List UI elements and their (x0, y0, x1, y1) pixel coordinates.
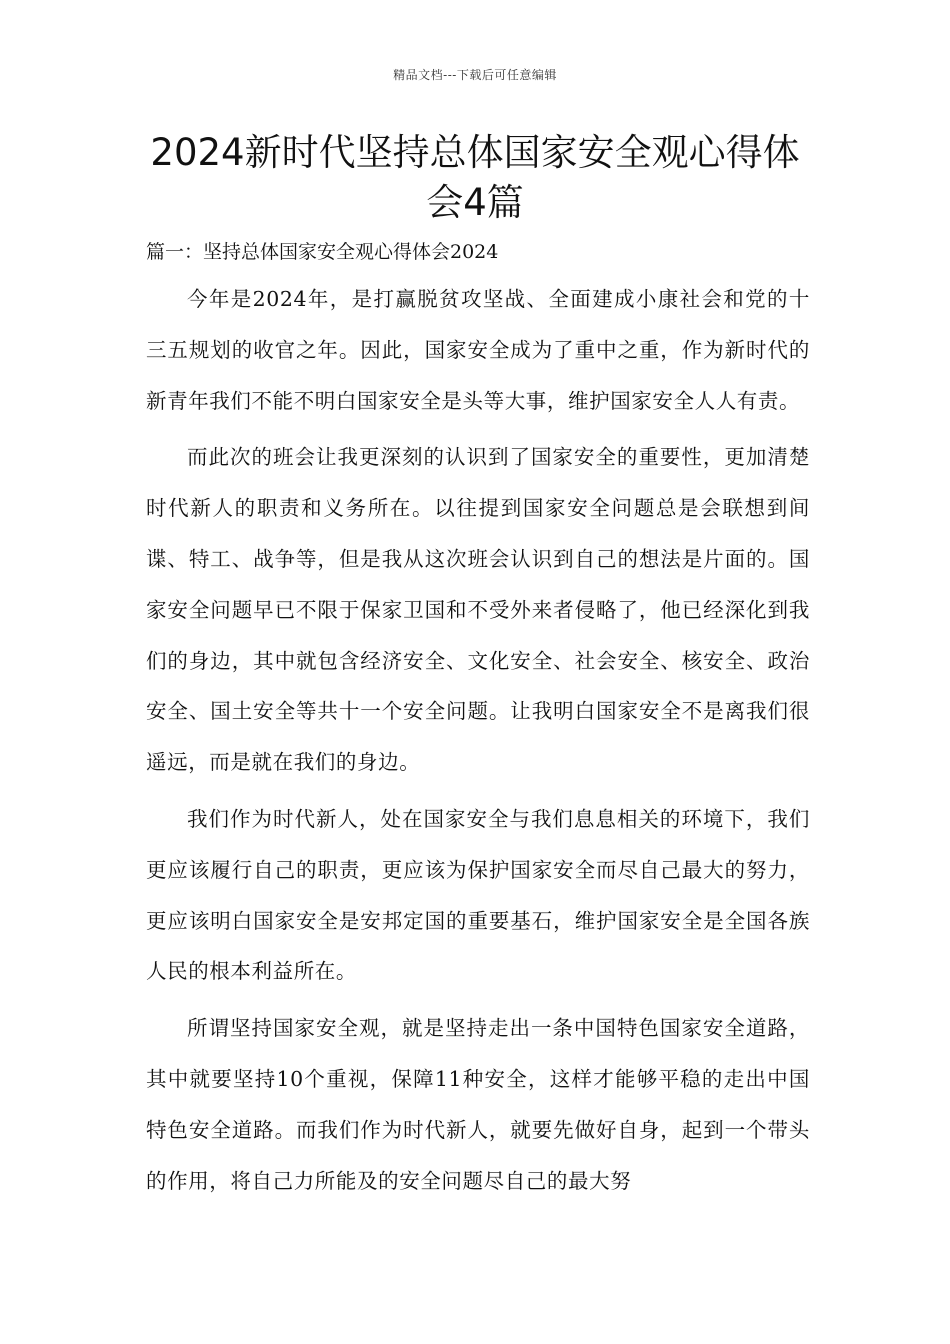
document-title: 2024新时代坚持总体国家安全观心得体会4篇 (150, 131, 800, 224)
paragraph-1: 今年是2024年，是打赢脱贫攻坚战、全面建成小康社会和党的十三五规划的收官之年。因此，国家安全成为了重中之重，作为新时代的新青年我们不能不明白国家安全是头等大事，维护国家安全人人有责。 (146, 287, 810, 413)
paragraph-4: 所谓坚持国家安全观，就是坚持走出一条中国特色国家安全道路，其中就要坚持10个重视，保障11种安全，这样才能够平稳的走出中国特色安全道路。而我们作为时代新人，就要先做好自身，起到一个带头的作用，将自己力所能及的安全问题尽自己的最大努 (146, 1016, 810, 1193)
paragraph-2: 而此次的班会让我更深刻的认识到了国家安全的重要性，更加清楚时代新人的职责和义务所在。以往提到国家安全问题总是会联想到间谍、特工、战争等，但是我从这次班会认识到自己的想法是片面的。国家安全问题早已不限于保家卫国和不受外来者侵略了，他已经深化到我们的身边，其中就包含经济安全、文化安全、社会安全、核安全、政治安全、国土安全等共十一个安全问题。让我明白国家安全不是离我们很遥远，而是就在我们的身边。 (146, 445, 810, 775)
header-note: 精品文档---下载后可任意编辑 (393, 68, 557, 82)
paragraph-3: 我们作为时代新人，处在国家安全与我们息息相关的环境下，我们更应该履行自己的职责，更应该为保护国家安全而尽自己最大的努力，更应该明白国家安全是安邦定国的重要基石，维护国家安全是全国各族人民的根本利益所在。 (146, 806, 810, 984)
section-heading: 篇一：坚持总体国家安全观心得体会2024 (146, 241, 499, 263)
document-body (146, 274, 810, 1212)
